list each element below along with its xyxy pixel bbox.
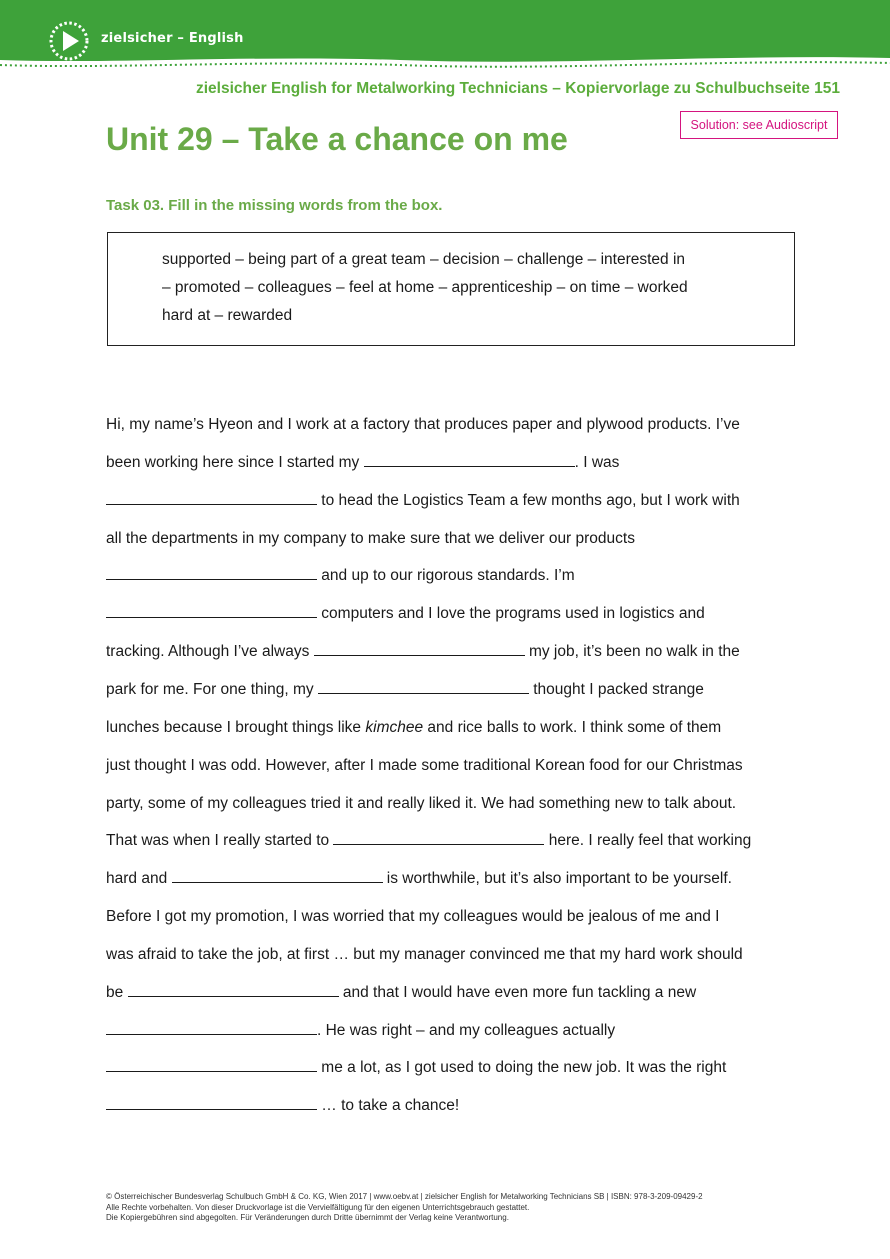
passage-text: to head the Logistics Team a few months ago, but I work with	[317, 491, 740, 509]
fill-in-blank[interactable]	[106, 1058, 317, 1072]
passage-text: thought I packed strange	[528, 680, 704, 698]
copyright-footer	[106, 1192, 703, 1224]
footer-line: © Österreichischer Bundesverlag Schulbuch GmbH & Co. KG, Wien 2017 | www.oebv.at | zielsicher English for Metalworking Technicians SB | ISBN: 978-3-209-09429-2	[106, 1192, 703, 1201]
passage-text: Before I got my promotion, I was worried that my colleagues would be jealous of me and I	[106, 908, 720, 926]
passage-line	[106, 491, 740, 511]
passage-text: lunches because I brought things like	[106, 718, 366, 736]
fill-in-blank[interactable]	[106, 1096, 317, 1110]
passage-text: be	[106, 983, 128, 1001]
word-box-line: supported – being part of a great team – decision – challenge – interested in	[162, 251, 686, 268]
passage-text: been working here since I started my	[106, 453, 364, 471]
word-box-line: hard at – rewarded	[162, 307, 293, 324]
fill-in-blank[interactable]	[128, 983, 339, 997]
passage-text: all the departments in my company to make sure that we deliver our products	[106, 529, 635, 547]
passage-line	[106, 945, 743, 965]
passage-line	[106, 869, 732, 889]
passage-text: here. I really feel that working	[544, 832, 752, 850]
footer-line: Alle Rechte vorbehalten. Von dieser Druckvorlage ist die Vervielfältigung für den eigenen Unterrichtsgebrauch gestattet.	[106, 1202, 530, 1212]
passage-line	[106, 680, 704, 700]
passage-line	[106, 453, 619, 473]
passage-text: That was when I really started to	[106, 832, 334, 850]
brand-name: zielsicher – English	[101, 31, 244, 46]
page-subtitle: zielsicher English for Metalworking Technicians – Kopiervorlage zu Schulbuchseite 151	[196, 80, 840, 97]
footer-line: Die Kopiergebühren sind abgegolten. Für Veränderungen durch Dritte übernimmt der Verlag keine Verantwortung.	[106, 1213, 509, 1222]
passage-text: was afraid to take the job, at first … but my manager convinced me that my hard work should	[106, 945, 743, 963]
passage-text: just thought I was odd. However, after I made some traditional Korean food for our Christmas	[106, 756, 743, 774]
fill-in-blank[interactable]	[364, 453, 575, 467]
passage-text: . He was right – and my colleagues actually	[317, 1021, 616, 1039]
passage-line	[106, 1096, 459, 1116]
passage-text: … to take a chance!	[317, 1097, 460, 1115]
fill-in-blank[interactable]	[318, 680, 529, 694]
passage-text: Hi, my name’s Hyeon and I work at a factory that produces paper and plywood products. I’ve	[106, 416, 740, 433]
passage-text: . I was	[574, 453, 620, 471]
passage-line	[106, 604, 705, 624]
passage-line	[106, 756, 743, 776]
fill-in-blank[interactable]	[106, 1021, 317, 1035]
passage-line	[106, 642, 740, 662]
passage-line	[106, 718, 721, 738]
passage-line	[106, 831, 751, 851]
passage-line	[106, 907, 719, 927]
italic-word: kimchee	[365, 718, 424, 736]
passage-text: me a lot, as I got used to doing the new job. It was the right	[317, 1059, 727, 1077]
passage-text: party, some of my colleagues tried it and really liked it. We had something new to talk about.	[106, 794, 737, 812]
passage-text: my job, it’s been no walk in the	[524, 643, 740, 661]
page-title: Unit 29 – Take a chance on me	[106, 121, 568, 157]
passage-line	[106, 566, 575, 586]
fill-in-blank[interactable]	[333, 831, 544, 845]
passage-line	[106, 529, 635, 549]
passage-text: park for me. For one thing, my	[106, 680, 318, 698]
passage-text: and rice balls to work. I think some of them	[423, 718, 722, 736]
solution-note: Solution: see Audioscript	[680, 111, 838, 139]
passage-line	[106, 983, 696, 1003]
passage-line	[106, 415, 740, 435]
fill-in-blank[interactable]	[106, 566, 317, 580]
fill-in-blank[interactable]	[172, 869, 383, 883]
passage-text: and up to our rigorous standards. I’m	[317, 567, 575, 585]
passage-text: computers and I love the programs used in logistics and	[317, 605, 705, 623]
passage-text: hard and	[106, 870, 172, 888]
passage-text: is worthwhile, but it’s also important to be yourself.	[382, 870, 732, 888]
passage-text: and that I would have even more fun tackling a new	[338, 983, 697, 1001]
passage-line	[106, 1058, 726, 1078]
passage-line	[106, 1021, 615, 1041]
fill-in-blank[interactable]	[314, 642, 525, 656]
fill-in-blank[interactable]	[106, 604, 317, 618]
task-heading: Task 03. Fill in the missing words from the box.	[106, 197, 443, 214]
passage-line	[106, 794, 736, 814]
fill-in-blank[interactable]	[106, 491, 317, 505]
word-box-line: – promoted – colleagues – feel at home – apprenticeship – on time – worked	[162, 279, 688, 296]
passage-text: tracking. Although I’ve always	[106, 643, 314, 661]
word-box	[107, 232, 795, 346]
